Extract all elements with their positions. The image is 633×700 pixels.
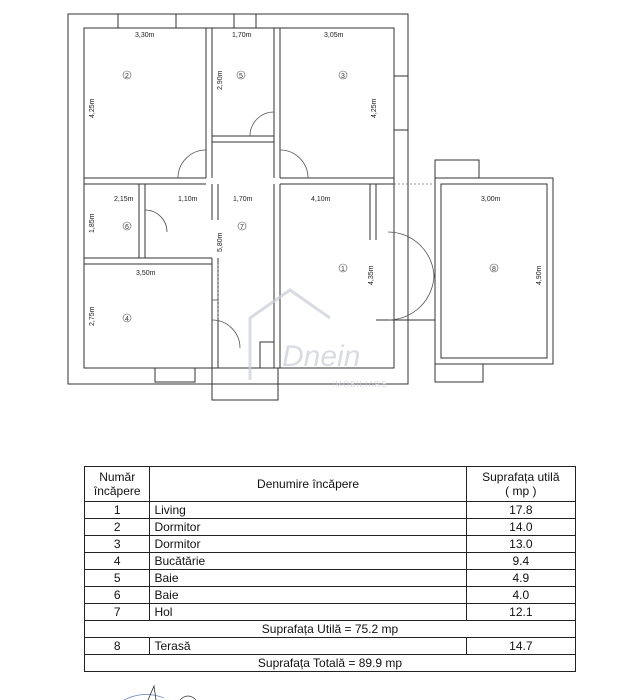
header-room-name: Denumire încăpere [150, 467, 466, 502]
dim-label: 3,05m [324, 32, 344, 39]
room-number-2 [123, 71, 131, 80]
dim-label: 2,15m [114, 196, 134, 203]
room-number: 6 [85, 587, 150, 604]
subtotal-row [85, 621, 576, 638]
dim-label: 2,90m [217, 70, 224, 90]
room-name: Dormitor [150, 519, 466, 536]
room-area: 17.8 [466, 502, 575, 519]
room-number: 3 [85, 536, 150, 553]
dim-label: 5,80m [217, 232, 224, 252]
room-number-7 [238, 222, 246, 231]
room-number: 8 [85, 638, 150, 655]
watermark-tagline: IMOBILIARE [332, 380, 388, 389]
room-area-table [84, 466, 576, 672]
door-swings [145, 112, 434, 348]
dim-label: 1,10m [178, 196, 198, 203]
signature-stamp-fragment [84, 684, 576, 700]
svg-text:2: 2 [125, 73, 129, 80]
room-number-1 [339, 264, 347, 273]
svg-text:8: 8 [492, 266, 496, 273]
table-row [85, 502, 576, 519]
svg-text:4: 4 [125, 316, 129, 323]
table-row [85, 519, 576, 536]
room-area: 14.7 [466, 638, 575, 655]
room-number-6 [123, 222, 131, 231]
table-header-row [85, 467, 576, 502]
room-area: 9.4 [466, 553, 575, 570]
dim-label: 4,35m [368, 265, 375, 285]
room-number-4 [123, 314, 131, 323]
header-room-number: Număr încăpere [85, 467, 150, 502]
room-name: Baie [150, 587, 466, 604]
svg-text:3: 3 [341, 73, 345, 80]
svg-text:1: 1 [341, 266, 345, 273]
room-area: 12.1 [466, 604, 575, 621]
room-name: Baie [150, 570, 466, 587]
dashed-lines [218, 184, 435, 320]
svg-text:6: 6 [125, 224, 129, 231]
dim-label: 3,50m [136, 270, 156, 277]
room-number: 4 [85, 553, 150, 570]
room-name: Terasă [150, 638, 466, 655]
watermark-brand: Dnein [282, 340, 361, 373]
total-area: Suprafața Totală = 89.9 mp [85, 655, 576, 672]
room-name: Hol [150, 604, 466, 621]
room-number: 7 [85, 604, 150, 621]
usable-area-subtotal: Suprafața Utilă = 75.2 mp [85, 621, 576, 638]
room-name: Dormitor [150, 536, 466, 553]
dim-label: 1,85m [89, 213, 96, 233]
room-area: 4.0 [466, 587, 575, 604]
dim-label: 4,90m [536, 265, 543, 285]
svg-text:5: 5 [239, 73, 243, 80]
dimension-labels [89, 32, 543, 326]
room-number: 5 [85, 570, 150, 587]
dim-label: 1,70m [233, 196, 253, 203]
room-number-5 [237, 71, 245, 80]
room-number-8 [490, 264, 498, 273]
dim-label: 3,30m [135, 32, 155, 39]
dim-label: 3,00m [481, 196, 501, 203]
room-area: 14.0 [466, 519, 575, 536]
room-area: 13.0 [466, 536, 575, 553]
table-row [85, 536, 576, 553]
dim-label: 1,70m [232, 32, 252, 39]
dim-label: 4,25m [371, 98, 378, 118]
table-row [85, 604, 576, 621]
table-row [85, 570, 576, 587]
total-row [85, 655, 576, 672]
room-area: 4.9 [466, 570, 575, 587]
room-number-3 [339, 71, 347, 80]
table-row [85, 553, 576, 570]
dim-label: 4,10m [311, 196, 331, 203]
table-row [85, 587, 576, 604]
dim-label: 4,25m [89, 98, 96, 118]
room-name: Bucătărie [150, 553, 466, 570]
svg-text:7: 7 [240, 224, 244, 231]
header-usable-area: Suprafața utilă ( mp ) [466, 467, 575, 502]
table-row [85, 638, 576, 655]
room-number: 2 [85, 519, 150, 536]
watermark-logo [250, 290, 388, 389]
room-number: 1 [85, 502, 150, 519]
dim-label: 2,75m [89, 306, 96, 326]
room-name: Living [150, 502, 466, 519]
